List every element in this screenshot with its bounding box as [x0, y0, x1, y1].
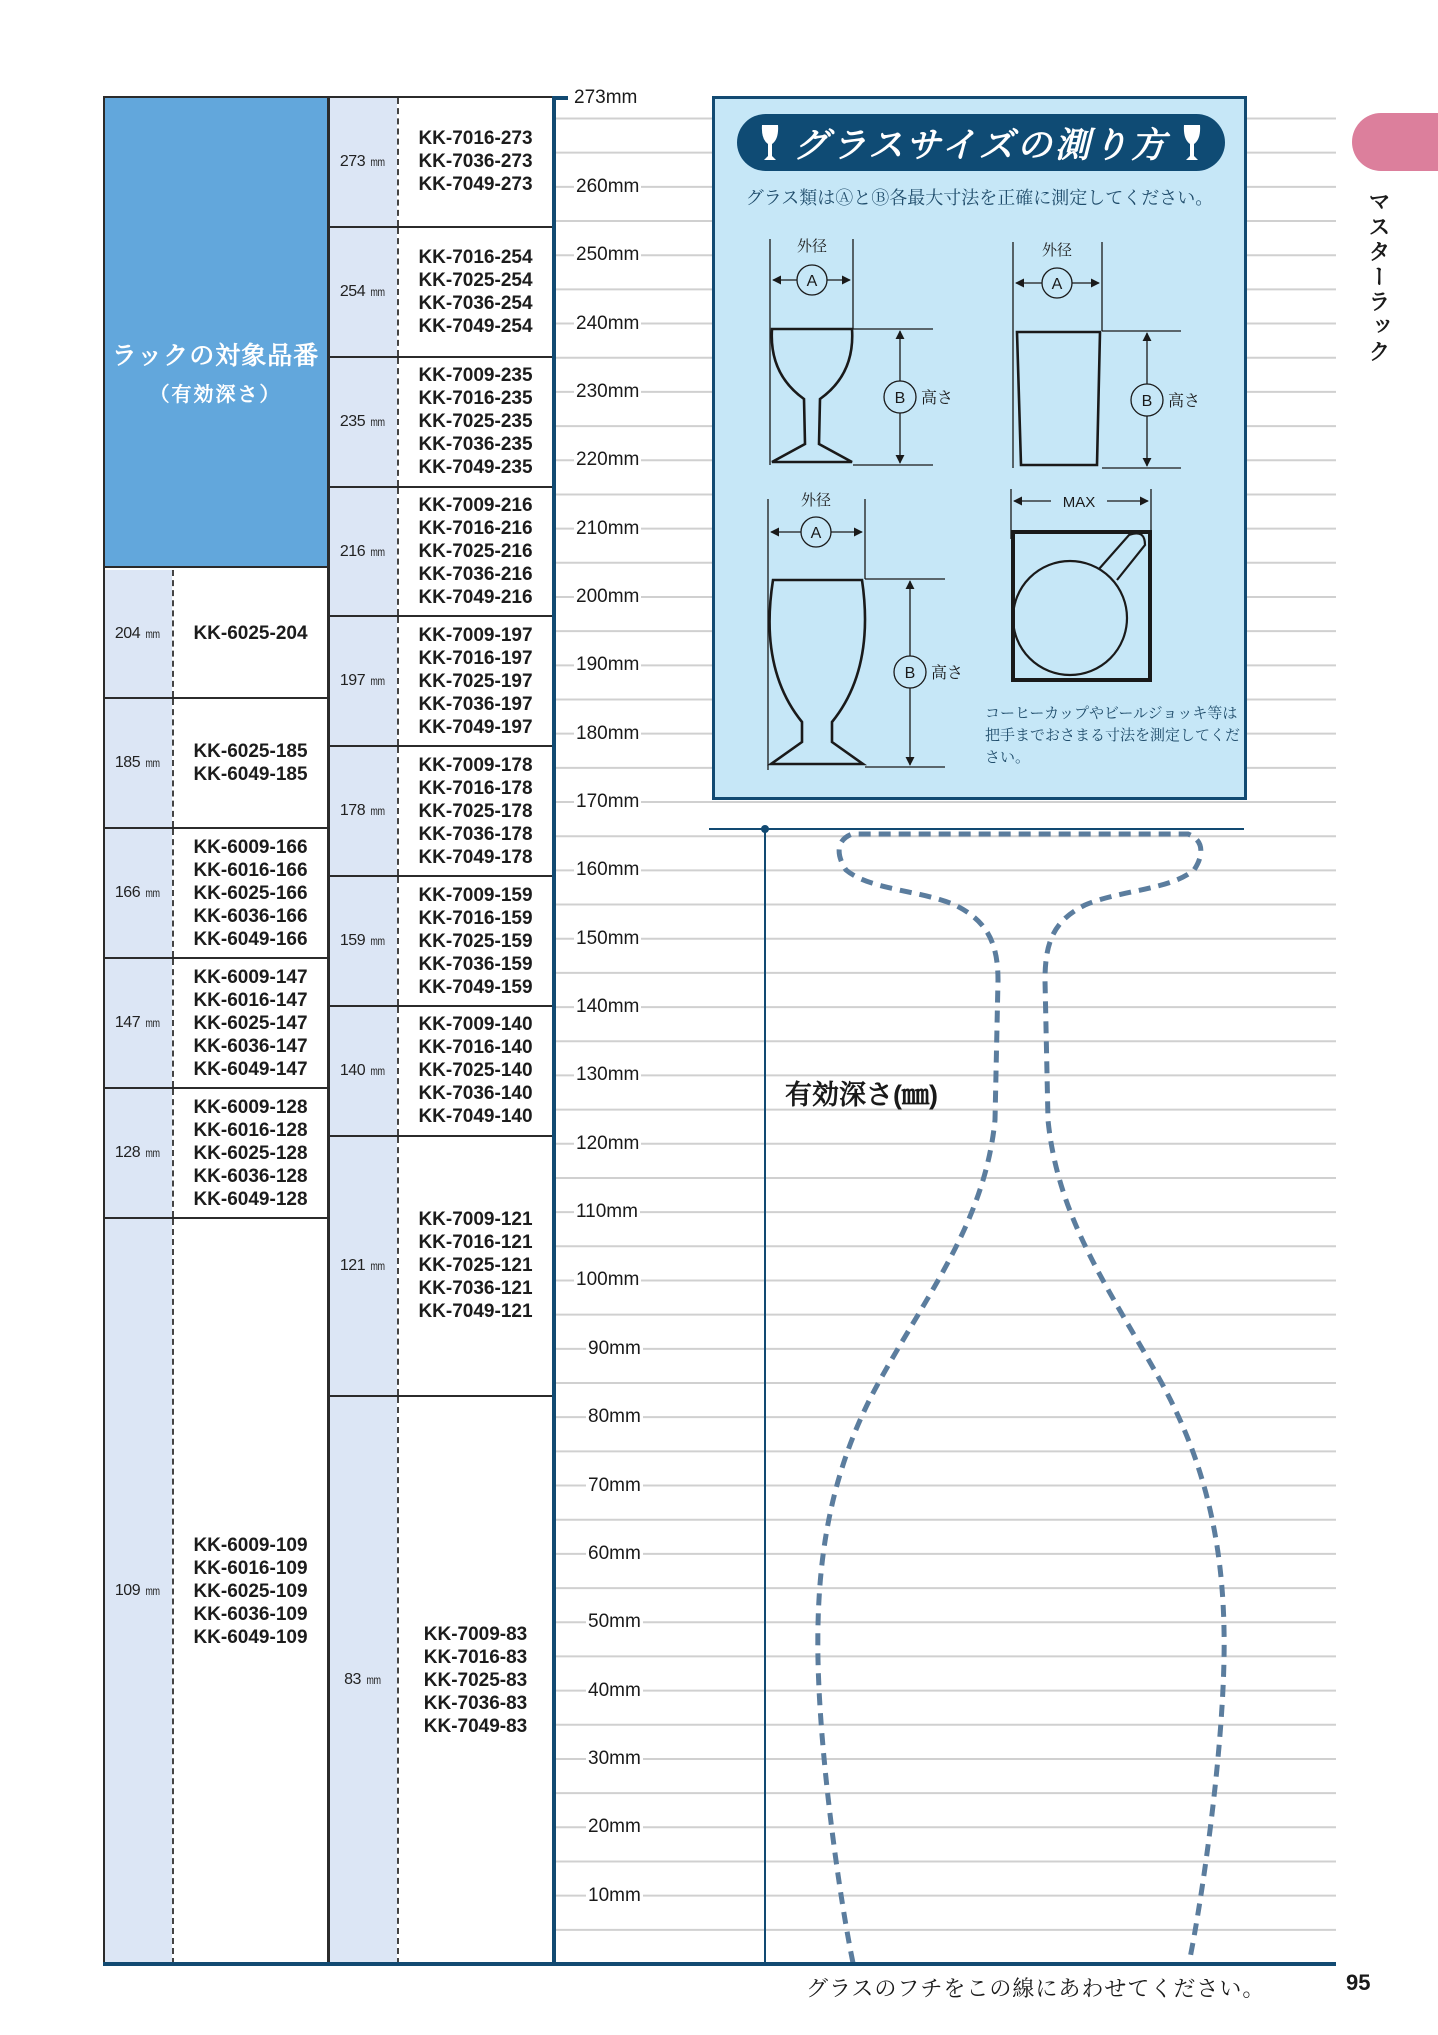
product-code: KK-7036-178 [418, 823, 533, 845]
product-code: KK-7036-216 [418, 564, 533, 586]
header-title: ラックの対象品番 [111, 342, 320, 370]
product-code-list [399, 98, 552, 226]
depth-number: 185 [114, 754, 141, 772]
depth-number: 109 [114, 1582, 141, 1600]
depth-number: 140 [339, 1061, 366, 1079]
product-code: KK-7016-178 [418, 777, 533, 799]
guide-title-banner [737, 114, 1225, 171]
ruler-tick-label: 10mm [588, 1884, 641, 1906]
depth-number: 166 [114, 884, 141, 902]
product-code: KK-7025-121 [418, 1255, 533, 1277]
product-code-list [174, 829, 327, 957]
outer-diameter-label-1: 外径 [796, 238, 828, 255]
product-code: KK-7009-178 [418, 754, 533, 776]
product-code: KK-6009-109 [193, 1534, 308, 1556]
product-code: KK-7016-216 [418, 518, 533, 540]
product-code: KK-7016-83 [423, 1646, 528, 1668]
product-code: KK-6009-166 [193, 836, 308, 858]
ruler-tick-label: 260mm [576, 175, 640, 197]
product-code: KK-6025-109 [193, 1580, 308, 1602]
product-code: KK-7036-140 [418, 1083, 533, 1105]
product-code: KK-7009-235 [418, 365, 533, 387]
ruler-top-tick [552, 96, 568, 100]
depth-number: 128 [114, 1144, 141, 1162]
depth-value [330, 877, 397, 1005]
depth-number: 273 [339, 152, 366, 170]
ruler-tick-label: 120mm [576, 1132, 640, 1154]
product-code: KK-7036-235 [418, 434, 533, 456]
product-code: KK-6016-109 [193, 1557, 308, 1579]
product-code: KK-7036-197 [418, 693, 533, 715]
product-code-list [174, 699, 327, 827]
product-code-list [399, 1137, 552, 1395]
table-row [330, 617, 552, 747]
product-code: KK-6025-204 [193, 623, 308, 645]
product-code: KK-7036-121 [418, 1278, 533, 1300]
depth-unit: mm [145, 1584, 160, 1599]
ruler-tick-label: 60mm [588, 1542, 641, 1564]
product-code-list [399, 1007, 552, 1135]
ruler-axis [552, 96, 556, 1966]
product-code: KK-7016-254 [418, 246, 533, 268]
depth-value [330, 1137, 397, 1395]
depth-unit: mm [145, 886, 160, 901]
product-code: KK-7025-197 [418, 670, 533, 692]
depth-number: 121 [339, 1256, 366, 1274]
product-code: KK-7049-273 [418, 174, 533, 196]
ruler-tick-label: 230mm [576, 380, 640, 402]
depth-unit: mm [145, 1146, 160, 1161]
product-code: KK-6036-128 [193, 1165, 308, 1187]
product-code-list [174, 570, 327, 698]
wine-glass-icon [759, 123, 781, 163]
depth-value [330, 1397, 397, 1964]
effective-depth-label: 有効深さ(㎜) [785, 1080, 938, 1110]
product-code: KK-6016-166 [193, 859, 308, 881]
ruler-tick-label: 160mm [576, 859, 640, 881]
depth-value [105, 1219, 172, 1964]
product-code: KK-6049-166 [193, 928, 308, 950]
product-code: KK-7009-83 [423, 1623, 528, 1645]
table-row [330, 747, 552, 877]
ruler-tick-label: 130mm [576, 1064, 640, 1086]
depth-value [105, 1089, 172, 1217]
depth-unit: mm [370, 674, 385, 689]
ruler-tick-label: 70mm [588, 1474, 641, 1496]
depth-number: 197 [339, 672, 366, 690]
product-code-list [174, 1219, 327, 1964]
wine-glass-icon [1181, 123, 1203, 163]
product-code: KK-7025-178 [418, 800, 533, 822]
product-code: KK-7016-235 [418, 388, 533, 410]
table-row [105, 699, 327, 829]
product-code: KK-7049-216 [418, 587, 533, 609]
marker-b-2: B [1141, 393, 1153, 410]
ruler-tick-label: 250mm [576, 244, 640, 266]
product-code: KK-7009-140 [418, 1014, 533, 1036]
depth-value [330, 228, 397, 356]
product-code: KK-7049-140 [418, 1106, 533, 1128]
ruler-tick-label: 80mm [588, 1406, 641, 1428]
product-code-list [399, 1397, 552, 1964]
product-code: KK-7036-83 [423, 1692, 528, 1714]
product-code: KK-7025-83 [423, 1669, 528, 1691]
product-code: KK-7025-235 [418, 411, 533, 433]
ruler-tick-label: 30mm [588, 1747, 641, 1769]
product-code: KK-6049-128 [193, 1188, 308, 1210]
product-code: KK-7016-159 [418, 907, 533, 929]
depth-value [330, 98, 397, 226]
depth-number: 159 [339, 932, 366, 950]
depth-value [330, 358, 397, 486]
product-code: KK-6036-147 [193, 1035, 308, 1057]
product-code: KK-6009-128 [193, 1096, 308, 1118]
header-subtitle: （有効深さ） [149, 384, 282, 406]
product-code: KK-6036-109 [193, 1603, 308, 1625]
product-code-list [399, 617, 552, 745]
glass-depth-top-line [709, 828, 1244, 830]
depth-unit: mm [145, 756, 160, 771]
product-code: KK-7049-159 [418, 976, 533, 998]
ruler-tick-label: 180mm [576, 722, 640, 744]
product-code: KK-6016-147 [193, 989, 308, 1011]
table-row [105, 1219, 327, 1964]
guide-instruction: グラス類はⒶとⒷ各最大寸法を正確に測定してください。 [745, 188, 1214, 208]
product-code: KK-6049-185 [193, 764, 308, 786]
product-code: KK-7025-216 [418, 541, 533, 563]
product-code: KK-6016-128 [193, 1119, 308, 1141]
ruler-tick-label: 110mm [576, 1201, 638, 1223]
product-code: KK-7036-159 [418, 953, 533, 975]
product-code: KK-7025-159 [418, 930, 533, 952]
product-code: KK-7049-197 [418, 716, 533, 738]
product-code-list [399, 358, 552, 486]
table-row [105, 1089, 327, 1219]
product-code-list [399, 488, 552, 616]
ruler-tick-label: 50mm [588, 1611, 641, 1633]
table-row [330, 877, 552, 1007]
product-code: KK-6049-147 [193, 1058, 308, 1080]
table-row [330, 98, 552, 228]
section-index-tab[interactable] [1352, 113, 1438, 171]
section-label: マスターラック [1366, 190, 1391, 365]
ruler-tick-label: 140mm [576, 996, 640, 1018]
product-code: KK-7009-197 [418, 624, 533, 646]
product-code: KK-6025-128 [193, 1142, 308, 1164]
product-code: KK-7025-140 [418, 1060, 533, 1082]
depth-value [105, 959, 172, 1087]
ruler-tick-label: 240mm [576, 312, 640, 334]
depth-number: 147 [114, 1014, 141, 1032]
product-code: KK-7049-83 [423, 1715, 528, 1737]
product-code: KK-7009-159 [418, 884, 533, 906]
product-code: KK-6049-109 [193, 1626, 308, 1648]
depth-value [330, 747, 397, 875]
ruler-tick-label: 210mm [576, 517, 640, 539]
product-code: KK-7049-121 [418, 1301, 533, 1323]
product-code: KK-7036-273 [418, 151, 533, 173]
baseline-caption: グラスのフチをこの線にあわせてください。 [806, 1976, 1266, 2001]
ruler-tick-label: 150mm [576, 927, 640, 949]
glass-rim-baseline [103, 1962, 1336, 1966]
depth-number: 216 [339, 542, 366, 560]
product-code: KK-6025-166 [193, 882, 308, 904]
rack-target-header [103, 97, 328, 568]
product-code: KK-7016-121 [418, 1232, 533, 1254]
product-code-list [174, 959, 327, 1087]
ruler-tick-label: 220mm [576, 449, 640, 471]
height-label-2: 高さ [1168, 393, 1201, 410]
height-label-1: 高さ [921, 390, 954, 407]
product-code: KK-6025-185 [193, 741, 308, 763]
outer-diameter-label-3: 外径 [800, 492, 832, 509]
max-label: MAX [1062, 494, 1096, 511]
table-row [105, 570, 327, 700]
ruler-tick-label: 100mm [576, 1269, 640, 1291]
depth-value [105, 570, 172, 698]
product-code: KK-7049-254 [418, 315, 533, 337]
depth-value [105, 699, 172, 827]
depth-unit: mm [370, 804, 385, 819]
product-code: KK-7016-140 [418, 1037, 533, 1059]
marker-a-2: A [1051, 276, 1063, 293]
depth-unit: mm [370, 414, 385, 429]
product-code: KK-7025-254 [418, 269, 533, 291]
depth-unit: mm [370, 934, 385, 949]
depth-unit: mm [370, 284, 385, 299]
depth-number: 254 [339, 282, 366, 300]
table-row [330, 488, 552, 618]
depth-unit: mm [370, 1063, 385, 1078]
product-code: KK-6036-166 [193, 905, 308, 927]
depth-unit: mm [370, 154, 385, 169]
product-code-list [399, 747, 552, 875]
ruler-tick-label: 170mm [576, 791, 640, 813]
guide-note: コーヒーカップやビールジョッキ等は把手までおさまる寸法を測定してください。 [985, 705, 1241, 766]
glass-size-guide-box [712, 96, 1247, 800]
table-row [105, 829, 327, 959]
product-code: KK-7036-254 [418, 292, 533, 314]
marker-b-3: B [904, 665, 916, 682]
table-row [330, 228, 552, 358]
table-row [105, 959, 327, 1089]
depth-number: 204 [114, 624, 141, 642]
page-number: 95 [1346, 1970, 1371, 1995]
product-code: KK-7049-235 [418, 457, 533, 479]
table-row [330, 358, 552, 488]
product-code: KK-7016-273 [418, 128, 533, 150]
depth-number: 235 [339, 412, 366, 430]
depth-unit: mm [370, 1258, 385, 1273]
product-code: KK-7049-178 [418, 846, 533, 868]
marker-a-1: A [806, 273, 818, 290]
depth-number: 178 [339, 802, 366, 820]
product-code: KK-6009-147 [193, 966, 308, 988]
height-label-3: 高さ [931, 665, 964, 682]
depth-unit: mm [370, 544, 385, 559]
product-code: KK-7016-197 [418, 647, 533, 669]
depth-number: 83 [344, 1671, 361, 1689]
product-code-list [399, 228, 552, 356]
product-code-list [174, 1089, 327, 1217]
wine-glass-diagram [770, 239, 933, 465]
effective-depth-line [764, 829, 766, 1964]
product-code: KK-6025-147 [193, 1012, 308, 1034]
ruler-tick-label: 200mm [576, 585, 640, 607]
tumbler-diagram [1013, 242, 1181, 468]
table-row [330, 1137, 552, 1397]
ruler-tick-label: 20mm [588, 1816, 641, 1838]
ruler-tick-label: 90mm [588, 1337, 641, 1359]
ruler-tick-label: 190mm [576, 654, 640, 676]
depth-unit: mm [145, 626, 160, 641]
depth-unit: mm [366, 1673, 381, 1688]
ruler-tick-label: 40mm [588, 1679, 641, 1701]
depth-value [105, 829, 172, 957]
product-code: KK-7009-216 [418, 495, 533, 517]
table-row [330, 1397, 552, 1964]
depth-value [330, 617, 397, 745]
outer-diameter-label-2: 外径 [1041, 242, 1073, 259]
depth-unit: mm [145, 1016, 160, 1031]
depth-value [330, 1007, 397, 1135]
marker-b-1: B [894, 390, 906, 407]
depth-value [330, 488, 397, 616]
product-code-list [399, 877, 552, 1005]
cup-max-diagram [1011, 489, 1151, 680]
product-code: KK-7009-121 [418, 1209, 533, 1231]
table-row [330, 1007, 552, 1137]
marker-a-3: A [810, 525, 822, 542]
ruler-top-label: 273mm [574, 87, 638, 108]
guide-title: グラスサイズの測り方 [793, 125, 1169, 165]
pilsner-diagram [768, 499, 945, 770]
